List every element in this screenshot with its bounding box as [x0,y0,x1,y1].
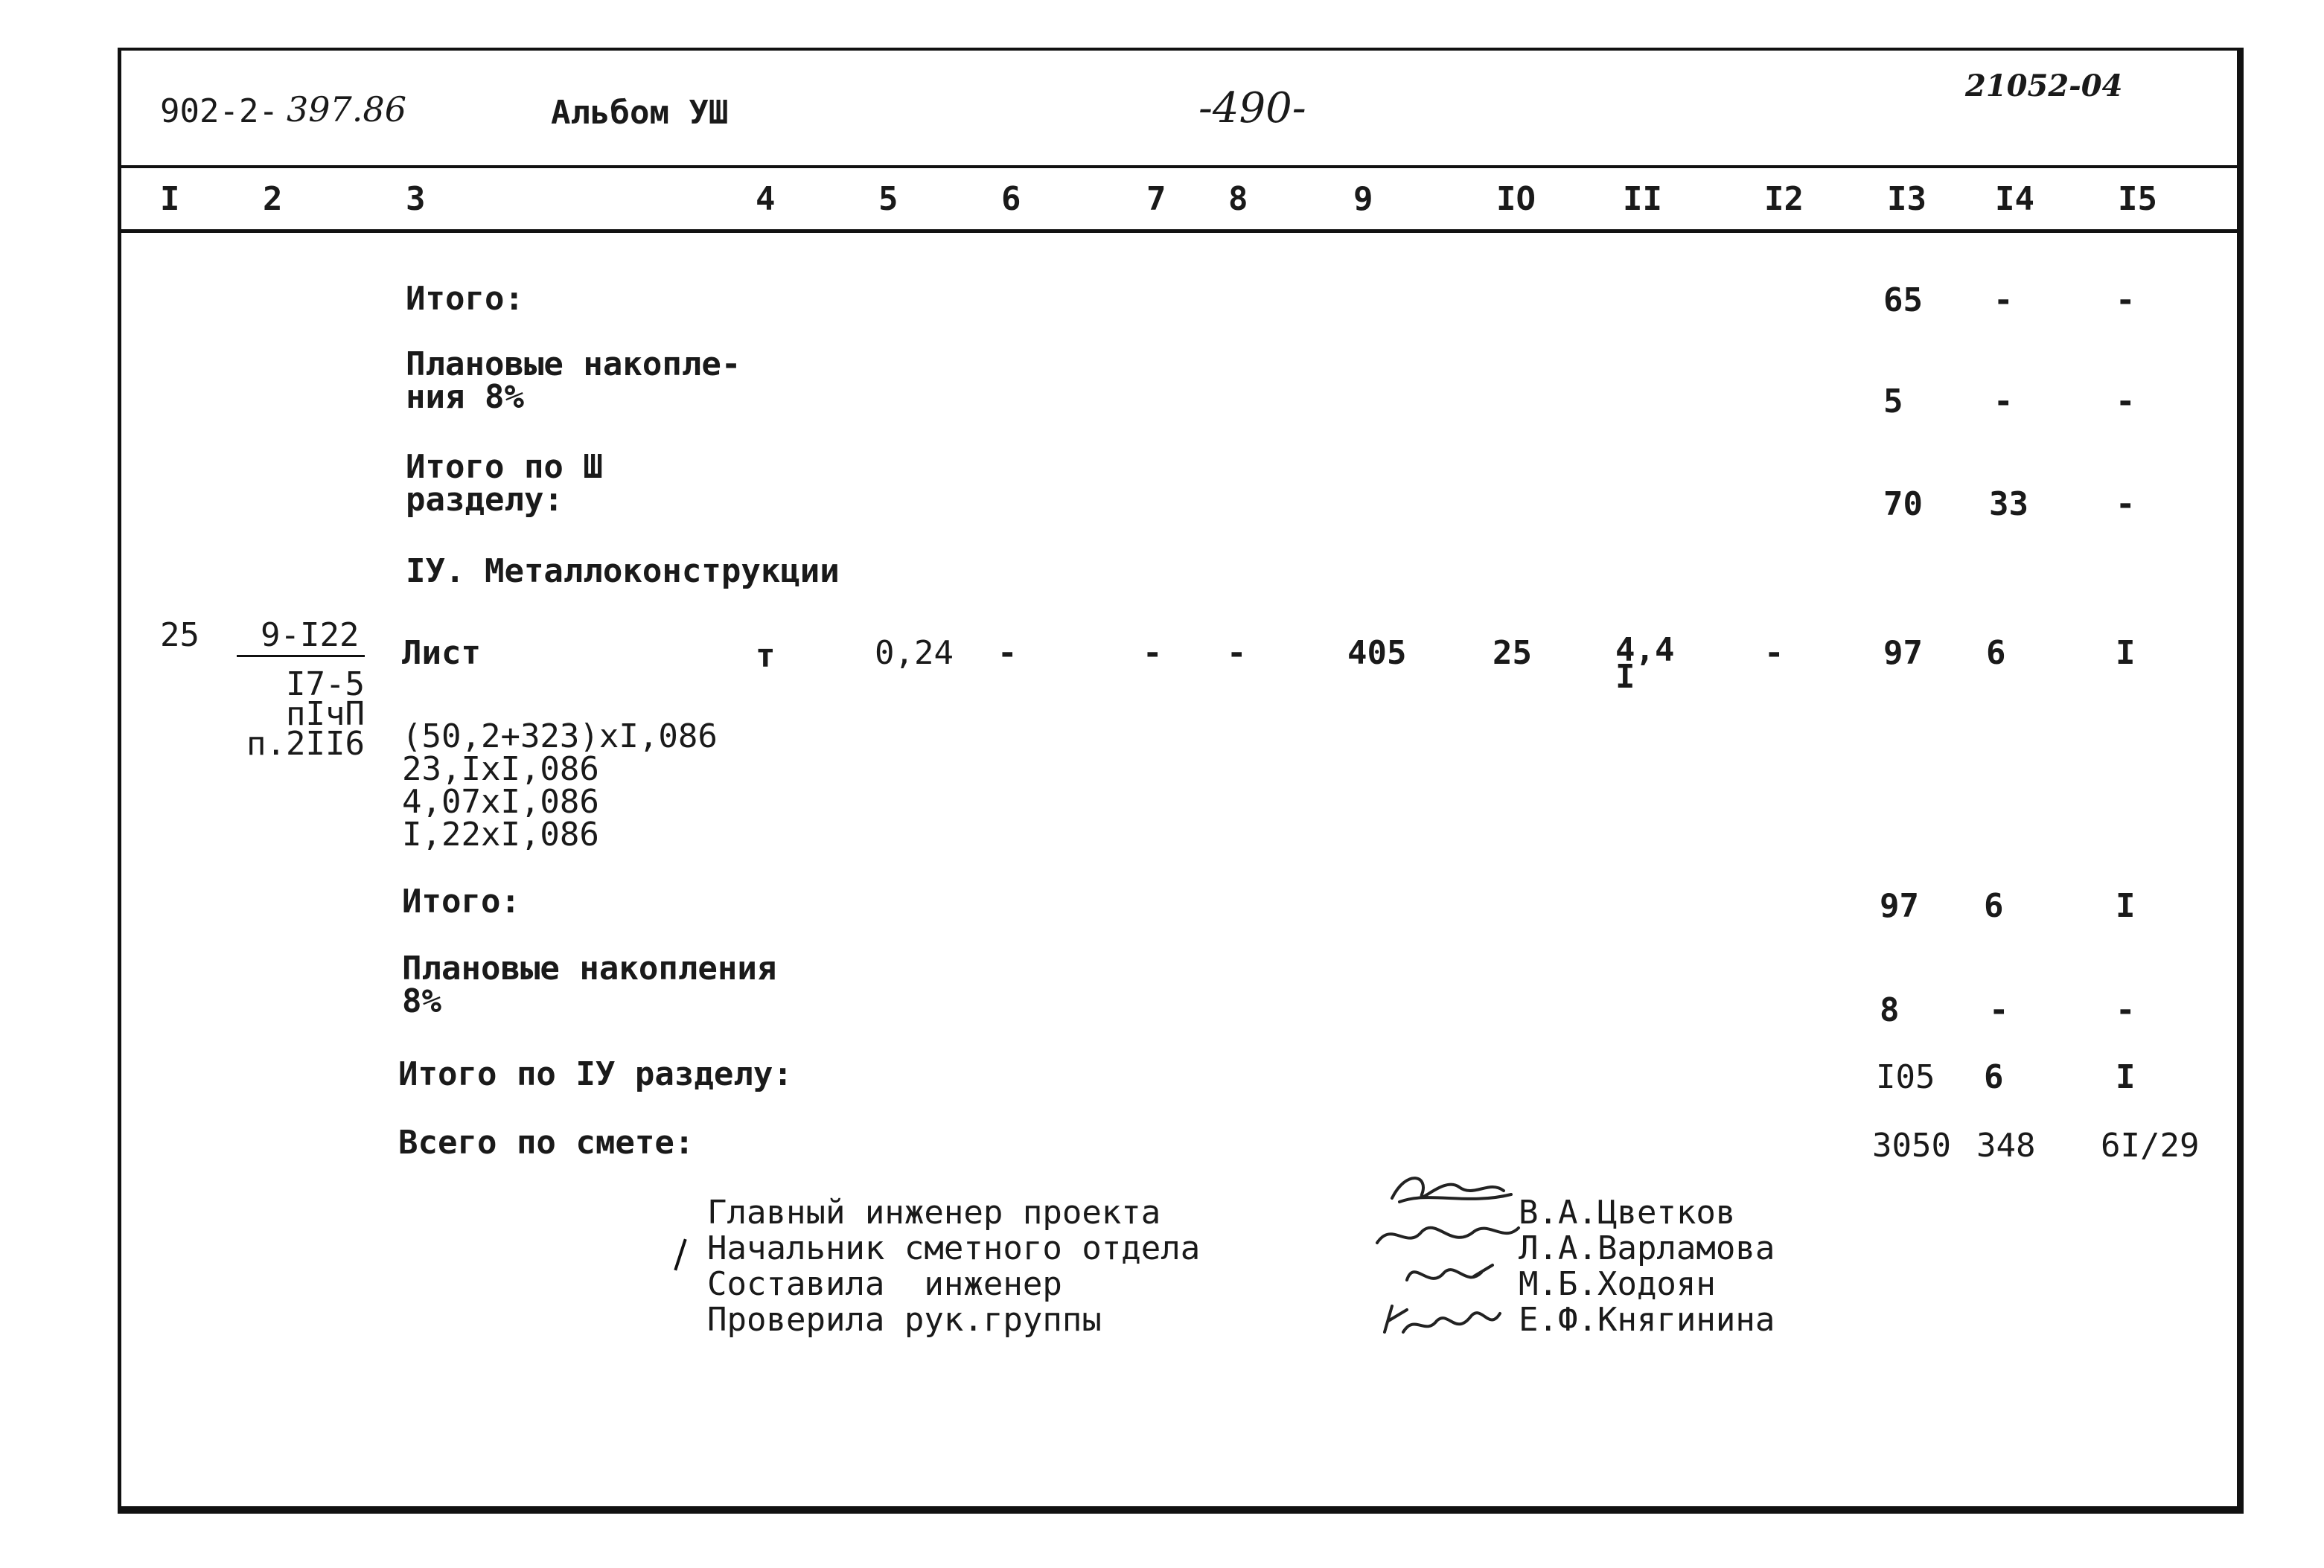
signature-names: В.А.Цветков Л.А.Варламова М.Б.Ходоян Е.Ф.Княгинина [1519,1194,1775,1339]
summary-value-15: - [2116,485,2136,523]
summary-label: Плановые накопления 8% [402,950,777,1020]
column-number: 5 [878,180,898,218]
summary-value-13: I05 [1876,1058,1935,1096]
item-ref-bottom: I7-5 пIчП п.2II6 [246,665,365,763]
item-col10: 25 [1493,634,1532,672]
summary-value-14: 6 [1984,1058,2004,1096]
header-rule-top [119,165,2242,168]
item-col6: - [997,634,1018,672]
summary-value-14: - [1989,991,2009,1029]
album-label: Альбом УШ [551,94,729,132]
doc-code-handwritten: 397.86 [287,89,406,129]
summary-value-13: 70 [1883,485,1923,523]
header-rule-bottom [119,229,2242,233]
summary-value-15: - [2116,991,2136,1029]
item-col15: I [2116,634,2136,672]
column-number: I3 [1887,180,1926,218]
summary-value-15: 6I/29 [2101,1127,2200,1165]
summary-label: Итого по IУ разделу: [398,1055,793,1093]
item-col7: - [1143,634,1163,672]
doc-code-prefix: 902-2- [160,92,278,130]
item-unit: т [756,637,776,675]
page-number: -490- [1198,84,1306,132]
column-number: II [1623,180,1662,218]
summary-value-13: 5 [1883,383,1903,420]
summary-label: Итого по Ш разделу: [406,448,603,519]
summary-value-15: - [2116,281,2136,319]
item-number: 25 [160,616,199,654]
summary-value-14: 6 [1984,887,2004,925]
ref-divider [237,655,365,657]
item-col9: 405 [1347,634,1407,672]
summary-value-13: 97 [1880,887,1919,925]
item-col8: - [1227,634,1247,672]
column-number: I [160,180,180,218]
summary-label: Всего по смете: [398,1124,695,1162]
summary-value-13: 8 [1880,991,1900,1029]
item-name: Лист [402,634,481,672]
summary-value-14: - [1993,383,2014,420]
column-number: 4 [756,180,776,218]
column-number: IO [1496,180,1536,218]
summary-value-15: - [2116,383,2136,420]
archive-number: 21052-04 [1965,68,2123,103]
handwritten-signatures [1362,1161,1533,1347]
section-title: IУ. Металлоконструкции [406,552,840,590]
item-formulas: (50,2+323)xI,086 23,IxI,086 4,07xI,086 I,22xI,086 [402,717,718,854]
summary-label: Итого: [402,883,520,921]
item-col14: 6 [1986,634,2006,672]
column-number: I5 [2118,180,2157,218]
column-number: 3 [406,180,426,218]
item-ref-top: 9-I22 [261,616,360,654]
summary-value-14: - [1993,281,2014,319]
item-qty: 0,24 [875,634,954,672]
column-number: 9 [1353,180,1373,218]
summary-label: Плановые накопле- ния 8% [406,345,741,416]
summary-value-14: 33 [1989,485,2028,523]
item-col11: 4,4 I [1615,631,1675,696]
summary-value-15: I [2116,1058,2136,1096]
column-number: 7 [1146,180,1166,218]
item-col12: - [1764,634,1784,672]
summary-label: Итого: [406,280,524,318]
summary-value-13: 3050 [1872,1127,1951,1165]
column-number: 8 [1228,180,1248,218]
column-number: I4 [1995,180,2034,218]
item-col13: 97 [1883,634,1923,672]
signature-roles: Главный инженер проекта Начальник сметного отдела Составила инженер Проверила рук.группы [707,1194,1201,1339]
summary-value-13: 65 [1883,281,1923,319]
summary-value-15: I [2116,887,2136,925]
column-number: 2 [263,180,283,218]
summary-value-14: 348 [1976,1127,2036,1165]
column-number: 6 [1001,180,1021,218]
column-number: I2 [1764,180,1804,218]
